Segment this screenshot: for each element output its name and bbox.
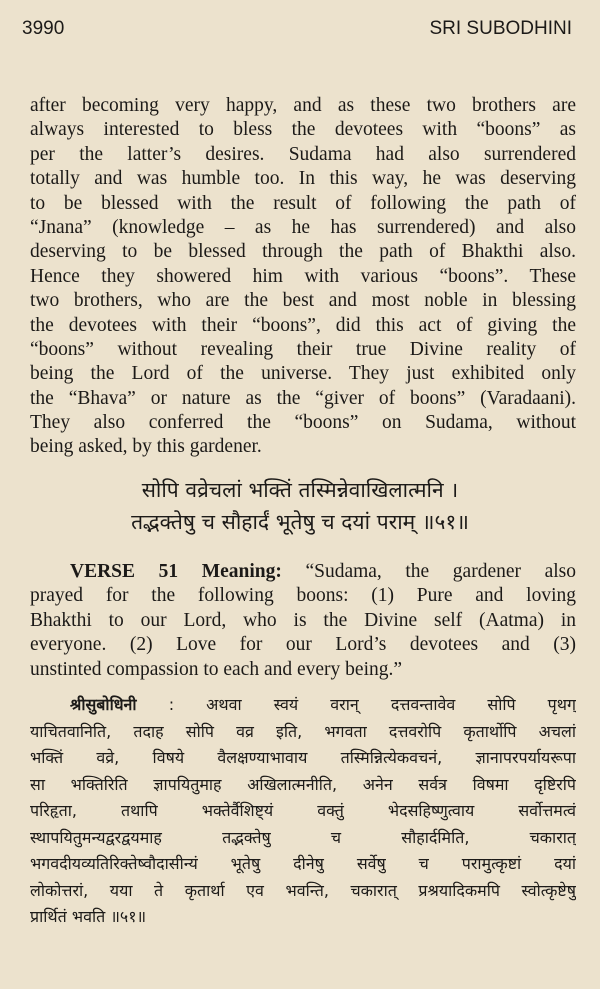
paragraph-line: two brothers, who are the best and most noble in blessing	[30, 290, 576, 312]
paragraph-line: being asked, by this gardener.	[30, 436, 262, 458]
paragraph-line: “Jnana” (knowledge – as he has surrendered) and also	[30, 216, 576, 238]
paragraph-line: always interested to bless the devotees with “boons” as	[30, 119, 576, 141]
page-number: 3990	[22, 18, 65, 39]
commentary-line: भगवदीयव्यतिरिक्तेष्वौदासीन्यं भूतेषु दीनेषु सर्वेषु च परामुत्कृष्टां दयां	[30, 854, 576, 873]
paragraph-line: deserving to be blessed through the path of Bhakthi also.	[30, 241, 576, 263]
verse-meaning	[30, 560, 576, 682]
meaning-line: Bhakthi to our Lord, who is the Divine self (Aatma) in	[30, 609, 576, 631]
paragraph-line: the devotees with their “boons”, did this act of giving the	[30, 314, 576, 336]
paragraph-line: “boons” without revealing their true Divine reality of	[30, 338, 576, 360]
commentary-line: याचितवानिति, तदाह सोपि वव्र इति, भगवता दत्तवरोपि कृतार्थोपि अचलां	[30, 721, 576, 741]
paragraph-line: per the latter’s desires. Sudama had also surrendered	[30, 143, 576, 165]
commentary-line: परिहृता, तथापि भक्तेर्वैशिष्ट्यं वक्तुं भेदसहिष्णुत्वाय सर्वोत्तमत्वं	[30, 801, 576, 820]
meaning-line: everyone. (2) Love for our Lord’s devotees and (3)	[30, 634, 576, 656]
sanskrit-verse	[0, 474, 600, 538]
paragraph-line: totally and was humble too. In this way, he was deserving	[30, 168, 576, 190]
commentary-label: श्रीसुबोधिनी	[70, 695, 137, 714]
running-title: SRI SUBODHINI	[429, 18, 572, 39]
commentary-line: स्थापयितुमन्यद्वरद्वयमाह तद्भक्तेषु च सौहार्दमिति, चकारात्	[30, 827, 576, 847]
verse-line: तद्भक्तेषु च सौहार्दं भूतेषु च दयां पराम् ॥५१॥	[131, 510, 469, 534]
paragraph-line: the “Bhava” or nature as the “giver of boons” (Varadaani).	[30, 387, 576, 409]
meaning-line: unstinted compassion to each and every being.”	[30, 658, 403, 680]
verse-line: सोपि वव्रेचलां भक्तिं तस्मिन्नेवाखिलात्मनि ।	[141, 478, 459, 502]
paragraph-line: They also conferred the “boons” on Sudama, without	[30, 412, 576, 434]
commentary-line: भक्तिं वव्रे, विषये वैलक्षण्याभावाय तस्मिन्नित्येकवचनं, ज्ञानापरपर्यायरूपा	[30, 748, 576, 767]
commentary-line: सा भक्तिरिति ज्ञापयितुमाह अखिलात्मनीति, अनेन सर्वत्र विषमा दृष्टिरपि	[30, 774, 576, 794]
commentary-text: : अथवा स्वयं वरान् दत्तवन्तावेव सोपि पृथग्	[168, 695, 576, 714]
meaning-line	[30, 560, 576, 584]
paragraph-continuation	[30, 94, 576, 460]
paragraph-line: to be blessed with the result of following the path of	[30, 192, 576, 214]
paragraph-line: after becoming very happy, and as these two brothers are	[30, 95, 576, 116]
meaning-line: prayed for the following boons: (1) Pure and loving	[30, 585, 576, 607]
commentary-line: लोकोत्तरां, यया ते कृतार्था एव भवन्ति, चकारात् प्रश्रयादिकमपि स्वोत्कृष्टेषु	[30, 880, 576, 900]
commentary-line	[30, 692, 576, 719]
meaning-label: VERSE 51 Meaning:	[70, 561, 282, 582]
meaning-text: “Sudama, the gardener also	[305, 561, 576, 582]
paragraph-line: Hence they showered him with various “boons”. These	[30, 265, 576, 287]
commentary-line: प्रार्थितं भवति ॥५१॥	[30, 907, 147, 926]
subodhini-commentary	[30, 692, 576, 931]
paragraph-line: being the Lord of the universe. They just exhibited only	[30, 363, 576, 385]
running-header	[22, 18, 572, 44]
